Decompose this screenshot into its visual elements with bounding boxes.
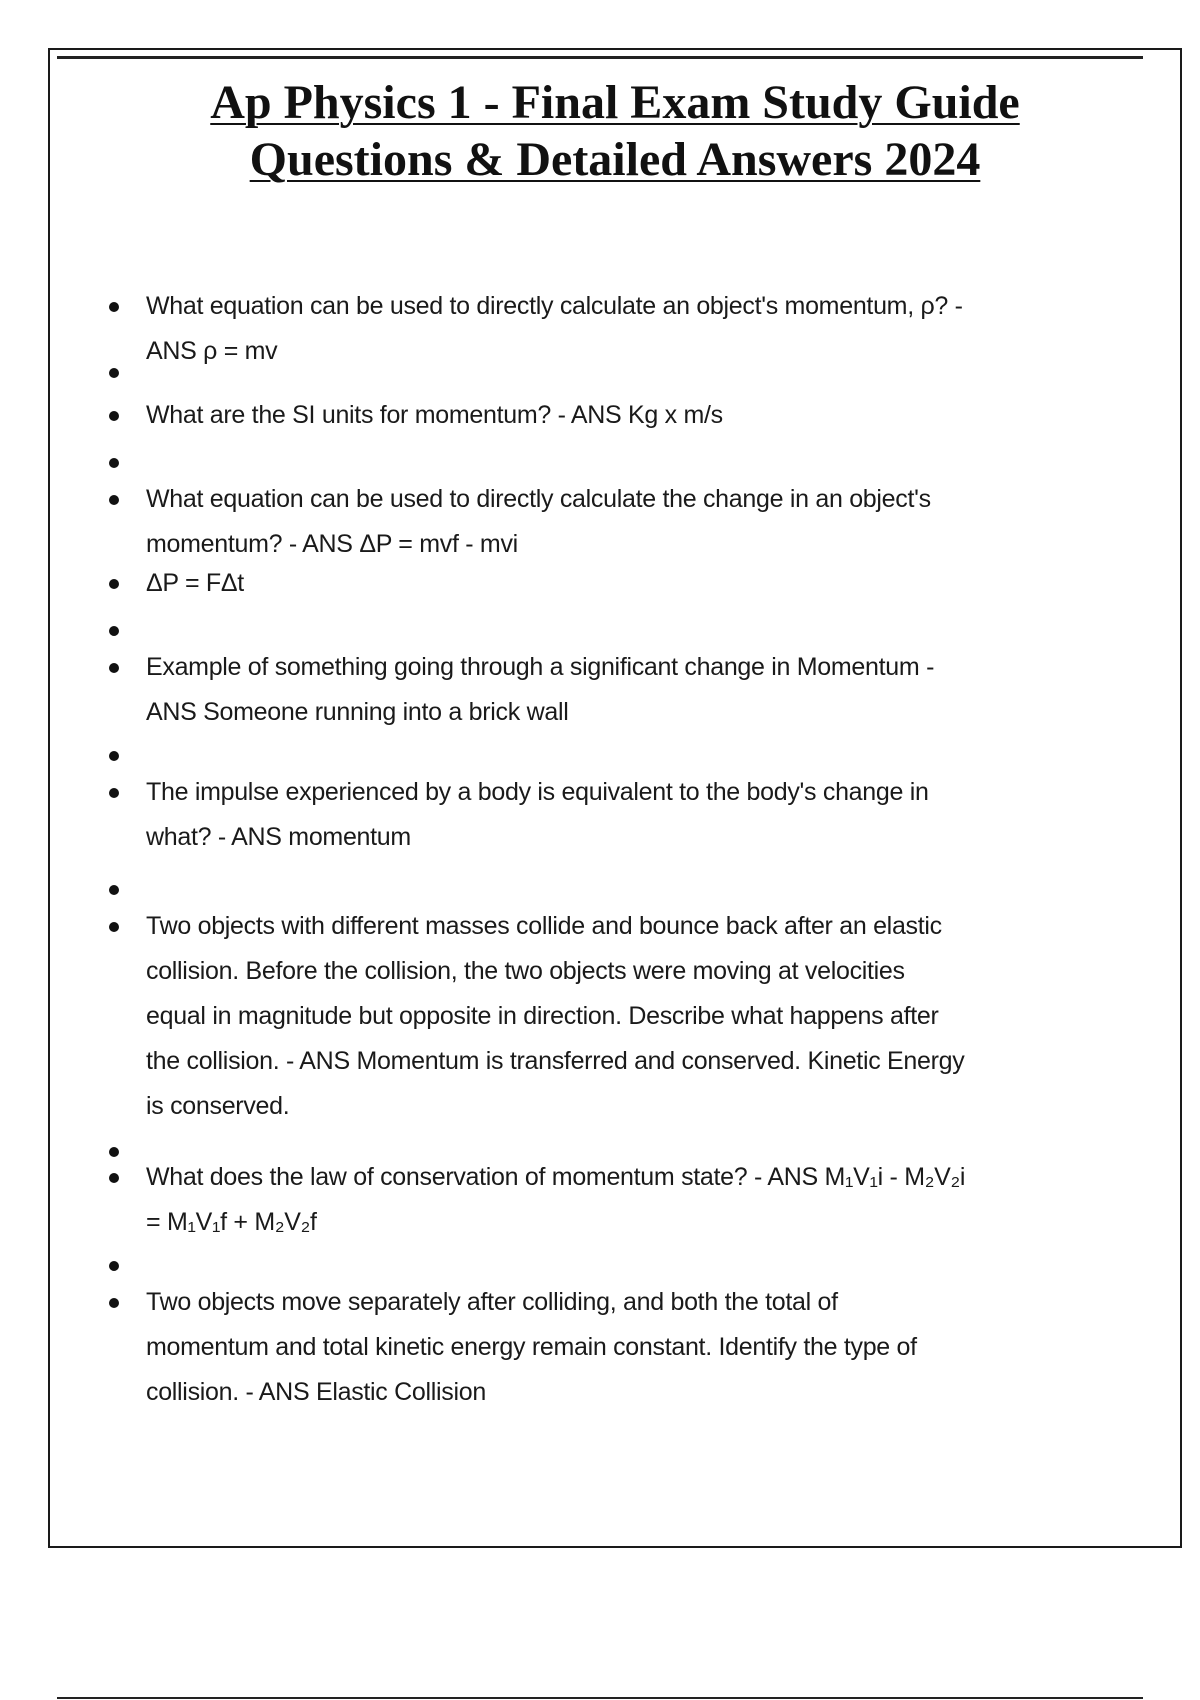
header-rule [57, 56, 1143, 59]
bullet-icon [109, 411, 119, 421]
list-item-text: Two objects with different masses collide and bounce back after an elastic collision. Before the collision, the two objects were moving at velocities equal in magnitude but opposite in direction. Describe what happens after the collision. - ANS Momentum is transferred and conserved. Kinetic Energy is conserved. [146, 912, 965, 1120]
list-item-text: What does the law of conservation of momentum state? - ANS M₁V₁i - M₂V₂i = M₁V₁f + M₂V₂f [146, 1163, 966, 1236]
bullet-icon [109, 579, 119, 589]
bullet-icon [109, 1298, 119, 1308]
list-item-text: What equation can be used to directly calculate an object's momentum, ρ? - ANS ρ = mv [146, 292, 963, 365]
bullet-icon [109, 1173, 119, 1183]
list-item-text: Example of something going through a significant change in Momentum - ANS Someone running into a brick wall [146, 653, 935, 726]
list-item-text: What equation can be used to directly calculate the change in an object's momentum? - ANS ΔP = mvf - mvi [146, 485, 931, 558]
list-item-text: What are the SI units for momentum? - ANS Kg x m/s [146, 401, 723, 429]
bullet-icon [109, 885, 119, 895]
bullet-icon [109, 302, 119, 312]
bullet-icon [109, 626, 119, 636]
bullet-icon [109, 1261, 119, 1271]
title-line-2: Questions & Detailed Answers 2024 [249, 133, 981, 186]
bullet-icon [109, 788, 119, 798]
document-title [48, 74, 1182, 188]
title-line-1: Ap Physics 1 - Final Exam Study Guide [210, 76, 1020, 129]
bullet-icon [109, 1147, 119, 1157]
bullet-icon [109, 922, 119, 932]
bullet-icon [109, 458, 119, 468]
bullet-icon [109, 368, 119, 378]
list-item-text: ΔP = FΔt [146, 569, 244, 597]
list-item-text: The impulse experienced by a body is equivalent to the body's change in what? - ANS momentum [146, 778, 929, 851]
bullet-icon [109, 751, 119, 761]
bullet-icon [109, 495, 119, 505]
bullet-icon [109, 663, 119, 673]
footer-rule [57, 1697, 1143, 1699]
list-item-text: Two objects move separately after colliding, and both the total of momentum and total kinetic energy remain constant. Identify the type of collision. - ANS Elastic Collision [146, 1288, 917, 1406]
